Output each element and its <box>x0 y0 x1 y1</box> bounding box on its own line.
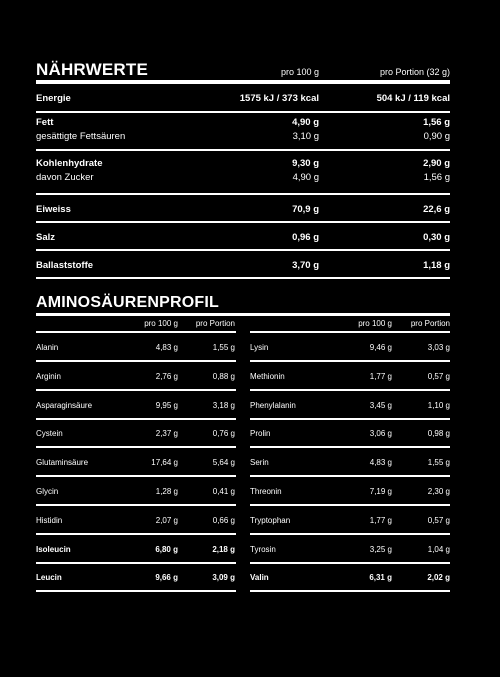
amino-row-rule <box>250 446 450 448</box>
amino-right-row-value-100g: 7,19 g <box>369 487 392 496</box>
amino-right-row-value-100g: 3,06 g <box>369 429 392 439</box>
amino-left-row-value-100g: 9,95 g <box>155 400 178 410</box>
nutrition-row-label: Salz <box>36 232 56 243</box>
amino-left-col-portion-header: pro Portion <box>195 319 235 328</box>
amino-header-rule <box>36 313 450 316</box>
amino-right-row-value-portion: 2,02 g <box>427 573 450 583</box>
amino-right-row-label: Tyrosin <box>250 544 276 554</box>
amino-left-row-value-portion: 1,55 g <box>212 343 235 352</box>
nutrition-row-value-100g: 9,30 g <box>292 158 319 169</box>
nutrition-row-rule <box>36 193 450 195</box>
amino-left-col-rule <box>36 331 236 333</box>
amino-left-row-label: Leucin <box>36 573 62 583</box>
amino-right-row-value-100g: 9,46 g <box>369 343 392 352</box>
amino-left-row-value-portion: 3,09 g <box>212 573 235 583</box>
nutrition-row-value-portion: 1,56 g <box>423 172 450 183</box>
nutrition-row-value-100g: 1575 kJ / 373 kcal <box>239 93 319 104</box>
amino-left-row-value-100g: 6,80 g <box>155 544 178 554</box>
amino-right-row-value-100g: 4,83 g <box>369 458 392 468</box>
amino-right-row-value-100g: 6,31 g <box>369 573 392 583</box>
amino-left-row-value-portion: 5,64 g <box>212 458 235 468</box>
nutrition-row-label: Energie <box>36 93 71 104</box>
amino-right-row-label: Lysin <box>250 343 269 352</box>
nutrition-row-value-portion: 1,56 g <box>423 117 450 128</box>
nutrition-title: NÄHRWERTE <box>36 60 148 79</box>
nutrition-row-value-portion: 0,30 g <box>423 232 450 243</box>
amino-row-rule <box>36 533 236 535</box>
amino-right-row-label: Phenylalanin <box>250 400 296 410</box>
nutrition-row-label: Ballaststoffe <box>36 260 94 271</box>
amino-left-row-value-portion: 0,76 g <box>212 429 235 439</box>
nutrition-row-value-portion: 504 kJ / 119 kcal <box>376 93 450 104</box>
amino-left-row-value-100g: 2,07 g <box>155 515 178 525</box>
amino-row-rule <box>250 504 450 506</box>
amino-row-rule <box>36 475 236 477</box>
nutrition-row-value-100g: 70,9 g <box>292 204 319 215</box>
nutrition-row-rule <box>36 111 450 113</box>
amino-left-row-value-100g: 17,64 g <box>151 458 178 468</box>
amino-left-row-value-portion: 0,41 g <box>212 487 235 496</box>
amino-row-rule <box>36 590 236 592</box>
amino-row-rule <box>250 562 450 564</box>
amino-row-rule <box>36 360 236 362</box>
amino-right-row-value-100g: 1,77 g <box>369 515 392 525</box>
nutrition-row-rule <box>36 277 450 279</box>
amino-right-row-label: Valin <box>250 573 269 583</box>
amino-left-row-value-100g: 2,76 g <box>155 371 178 381</box>
amino-row-rule <box>36 418 236 420</box>
amino-right-row-value-portion: 0,57 g <box>427 371 450 381</box>
nutrition-col-100g-header: pro 100 g <box>280 67 319 77</box>
amino-right-row-label: Tryptophan <box>250 515 291 525</box>
amino-left-row-value-100g: 2,37 g <box>155 429 178 439</box>
amino-left-row-value-100g: 1,28 g <box>155 487 178 496</box>
amino-right-row-label: Serin <box>250 458 269 468</box>
nutrition-row-rule <box>36 149 450 151</box>
amino-left-row-value-portion: 3,18 g <box>212 400 235 410</box>
amino-left-row-value-100g: 9,66 g <box>155 573 178 583</box>
nutrition-row-label: Fett <box>36 117 54 128</box>
amino-row-rule <box>36 389 236 391</box>
amino-left-row-label: Cystein <box>36 429 63 439</box>
amino-right-col-portion-header: pro Portion <box>410 319 450 328</box>
amino-left-row-label: Glycin <box>36 487 59 496</box>
nutrition-row-rule <box>36 221 450 223</box>
amino-right-col-rule <box>250 331 450 333</box>
amino-right-row-value-portion: 3,03 g <box>427 343 450 352</box>
amino-right-row-value-100g: 3,45 g <box>369 400 392 410</box>
nutrition-row-label: davon Zucker <box>36 172 94 183</box>
nutrition-header-rule <box>36 80 450 84</box>
amino-row-rule <box>250 360 450 362</box>
amino-row-rule <box>36 504 236 506</box>
nutrition-row-value-100g: 4,90 g <box>292 172 319 183</box>
amino-left-row-label: Asparaginsäure <box>36 400 93 410</box>
amino-right-row-label: Prolin <box>250 429 271 439</box>
amino-left-row-label: Alanin <box>36 343 59 352</box>
amino-right-row-value-portion: 1,04 g <box>427 544 450 554</box>
amino-right-row-value-portion: 1,55 g <box>427 458 450 468</box>
amino-title: AMINOSÄURENPROFIL <box>36 294 219 311</box>
nutrition-row-value-100g: 3,10 g <box>292 131 319 142</box>
amino-right-col-100g-header: pro 100 g <box>358 319 392 328</box>
amino-row-rule <box>250 389 450 391</box>
amino-left-row-value-100g: 4,83 g <box>155 343 178 352</box>
nutrition-row-label: gesättigte Fettsäuren <box>36 131 126 142</box>
amino-row-rule <box>36 562 236 564</box>
nutrition-row-value-portion: 0,90 g <box>423 131 450 142</box>
nutrition-row-value-100g: 3,70 g <box>292 260 319 271</box>
amino-row-rule <box>250 590 450 592</box>
nutrition-row-value-portion: 2,90 g <box>423 158 450 169</box>
nutrition-row-value-100g: 4,90 g <box>292 117 319 128</box>
amino-right-row-value-portion: 1,10 g <box>427 400 450 410</box>
amino-left-row-label: Isoleucin <box>36 544 71 554</box>
nutrition-row-value-100g: 0,96 g <box>292 232 319 243</box>
nutrition-col-portion-header: pro Portion (32 g) <box>379 67 450 77</box>
nutrition-row-label: Kohlenhydrate <box>36 158 103 169</box>
nutrition-row-label: Eiweiss <box>36 204 71 215</box>
nutrition-row-value-portion: 1,18 g <box>423 260 450 271</box>
amino-left-row-value-portion: 0,66 g <box>212 515 235 525</box>
amino-right-row-value-portion: 0,57 g <box>427 515 450 525</box>
nutrition-row-rule <box>36 249 450 251</box>
amino-right-row-value-portion: 2,30 g <box>427 487 450 496</box>
amino-left-row-label: Glutaminsäure <box>36 458 89 468</box>
amino-left-row-value-portion: 2,18 g <box>212 544 235 554</box>
amino-row-rule <box>250 418 450 420</box>
amino-right-row-value-portion: 0,98 g <box>427 429 450 439</box>
amino-right-row-label: Methionin <box>250 371 285 381</box>
amino-row-rule <box>250 533 450 535</box>
amino-left-row-value-portion: 0,88 g <box>212 371 235 381</box>
amino-left-row-label: Arginin <box>36 371 61 381</box>
amino-left-col-100g-header: pro 100 g <box>144 319 178 328</box>
amino-row-rule <box>36 446 236 448</box>
amino-row-rule <box>250 475 450 477</box>
amino-right-row-value-100g: 3,25 g <box>369 544 392 554</box>
nutrition-row-value-portion: 22,6 g <box>423 204 450 215</box>
amino-right-row-value-100g: 1,77 g <box>369 371 392 381</box>
amino-left-row-label: Histidin <box>36 515 63 525</box>
amino-right-row-label: Threonin <box>250 487 282 496</box>
